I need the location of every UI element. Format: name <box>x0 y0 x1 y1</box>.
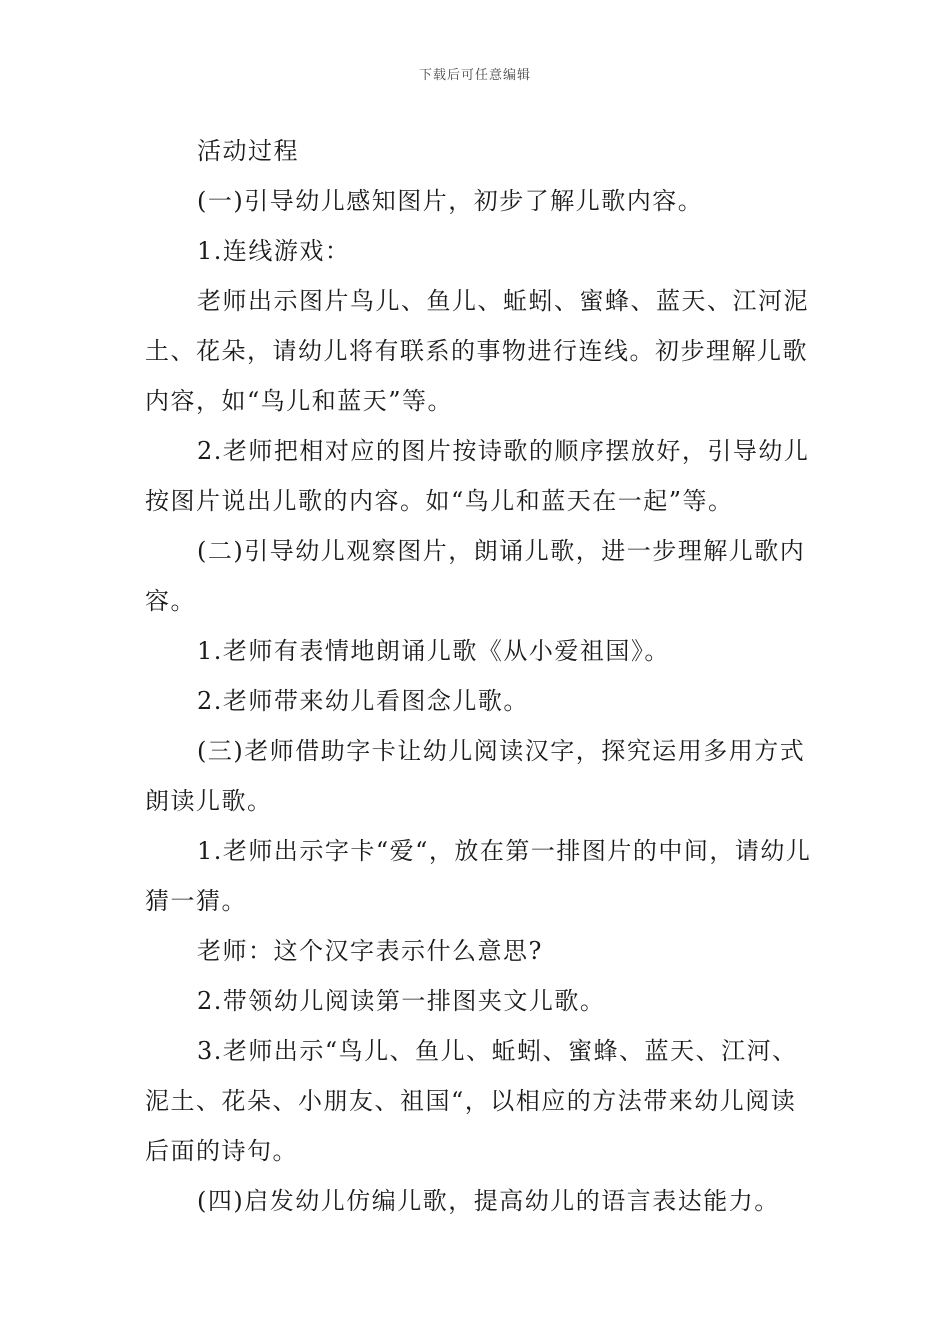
paragraph-teacher-shows-pictures: 老师出示图片鸟儿、鱼儿、蚯蚓、蜜蜂、蓝天、江河泥土、花朵，请幼儿将有联系的事物进行连线。初步理解儿歌内容，如“鸟儿和蓝天”等。 <box>145 287 809 415</box>
section-heading-part-three: (三)老师借助字卡让幼儿阅读汉字，探究运用多用方式朗读儿歌。 <box>145 737 806 815</box>
section-heading-part-two: (二)引导幼儿观察图片，朗诵儿歌，进一步理解儿歌内容。 <box>145 537 806 615</box>
section-heading-activity-process: 活动过程 <box>197 137 299 165</box>
step-recite-song: 1.老师有表情地朗诵儿歌《从小爱祖国》。 <box>197 637 670 665</box>
step-lead-reading: 2.带领幼儿阅读第一排图夹文儿歌。 <box>197 987 606 1015</box>
step-read-with-pictures: 2.老师带来幼儿看图念儿歌。 <box>197 687 529 715</box>
section-heading-part-four: (四)启发幼儿仿编儿歌，提高幼儿的语言表达能力。 <box>197 1187 780 1215</box>
document-body <box>145 126 817 1226</box>
paragraph-arrange-pictures: 2.老师把相对应的图片按诗歌的顺序摆放好，引导幼儿按图片说出儿歌的内容。如“鸟儿和蓝天在一起”等。 <box>145 437 810 515</box>
download-note: 下载后可任意编辑 <box>418 68 531 83</box>
step-show-word-cards: 3.老师出示“鸟儿、鱼儿、蚯蚓、蜜蜂、蓝天、江河、泥土、花朵、小朋友、祖国“，以相应的方法带来幼儿阅读后面的诗句。 <box>145 1037 798 1165</box>
step-show-character-card: 1.老师出示字卡“爱“，放在第一排图片的中间，请幼儿猜一猜。 <box>145 837 812 915</box>
step-line-game: 1.连线游戏： <box>197 237 351 265</box>
section-heading-part-one: (一)引导幼儿感知图片，初步了解儿歌内容。 <box>197 187 704 215</box>
teacher-question: 老师：这个汉字表示什么意思? <box>197 937 543 965</box>
